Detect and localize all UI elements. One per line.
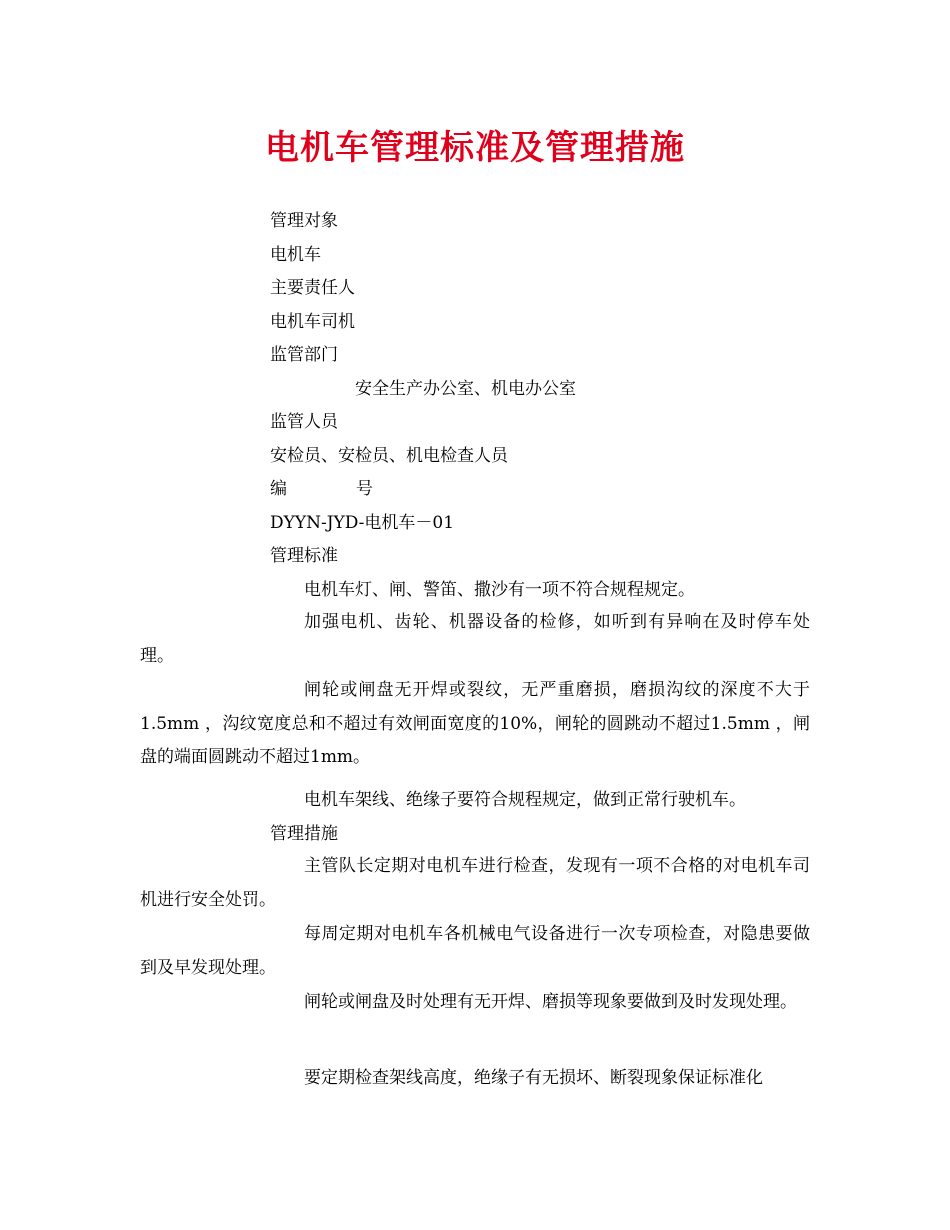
measure-item-3: 闸轮或闸盘及时处理有无开焊、磨损等现象要做到及时发现处理。 (304, 992, 797, 1012)
label-responsible-person: 主要责任人 (270, 278, 355, 298)
label-number-part1: 编 (270, 479, 287, 499)
value-management-object: 电机车 (270, 245, 321, 265)
measure-item-2: 每周定期对电机车各机械电气设备进行一次专项检查，对隐患要做到及早发现处理。 (140, 924, 810, 978)
label-supervising-staff: 监管人员 (270, 412, 338, 432)
value-number: DYYN-JYD-电机车－01 (270, 513, 455, 533)
label-number-part2: 号 (356, 479, 373, 499)
value-supervising-dept: 安全生产办公室、机电办公室 (355, 379, 576, 399)
standards-heading: 管理标准 (270, 546, 338, 566)
measure-item-1: 主管队长定期对电机车进行检查，发现有一项不合格的对电机车司机进行安全处罚。 (140, 856, 810, 910)
standard-item-4: 电机车架线、绝缘子要符合规程规定，做到正常行驶机车。 (304, 790, 746, 810)
measure-item-4: 要定期检查架线高度，绝缘子有无损坏、断裂现象保证标准化 (304, 1068, 763, 1088)
value-supervising-staff: 安检员、安检员、机电检查人员 (270, 446, 508, 466)
standard-item-2: 加强电机、齿轮、机器设备的检修，如听到有异响在及时停车处理。 (140, 612, 810, 666)
document-title: 电机车管理标准及管理措施 (265, 128, 685, 168)
value-responsible-person: 电机车司机 (270, 312, 355, 332)
measures-heading: 管理措施 (270, 824, 338, 844)
label-management-object: 管理对象 (270, 211, 338, 231)
standard-item-1: 电机车灯、闸、警笛、撒沙有一项不符合规程规定。 (304, 580, 695, 600)
label-supervising-dept: 监管部门 (270, 345, 338, 365)
standard-item-3: 闸轮或闸盘无开焊或裂纹，无严重磨损，磨损沟纹的深度不大于1.5mm ，沟纹宽度总和不超过有效闸面宽度的10%，闸轮的圆跳动不超过1.5mm ，闸盘的端面圆跳动不超过1mm。 (140, 680, 810, 767)
label-number (270, 477, 373, 501)
